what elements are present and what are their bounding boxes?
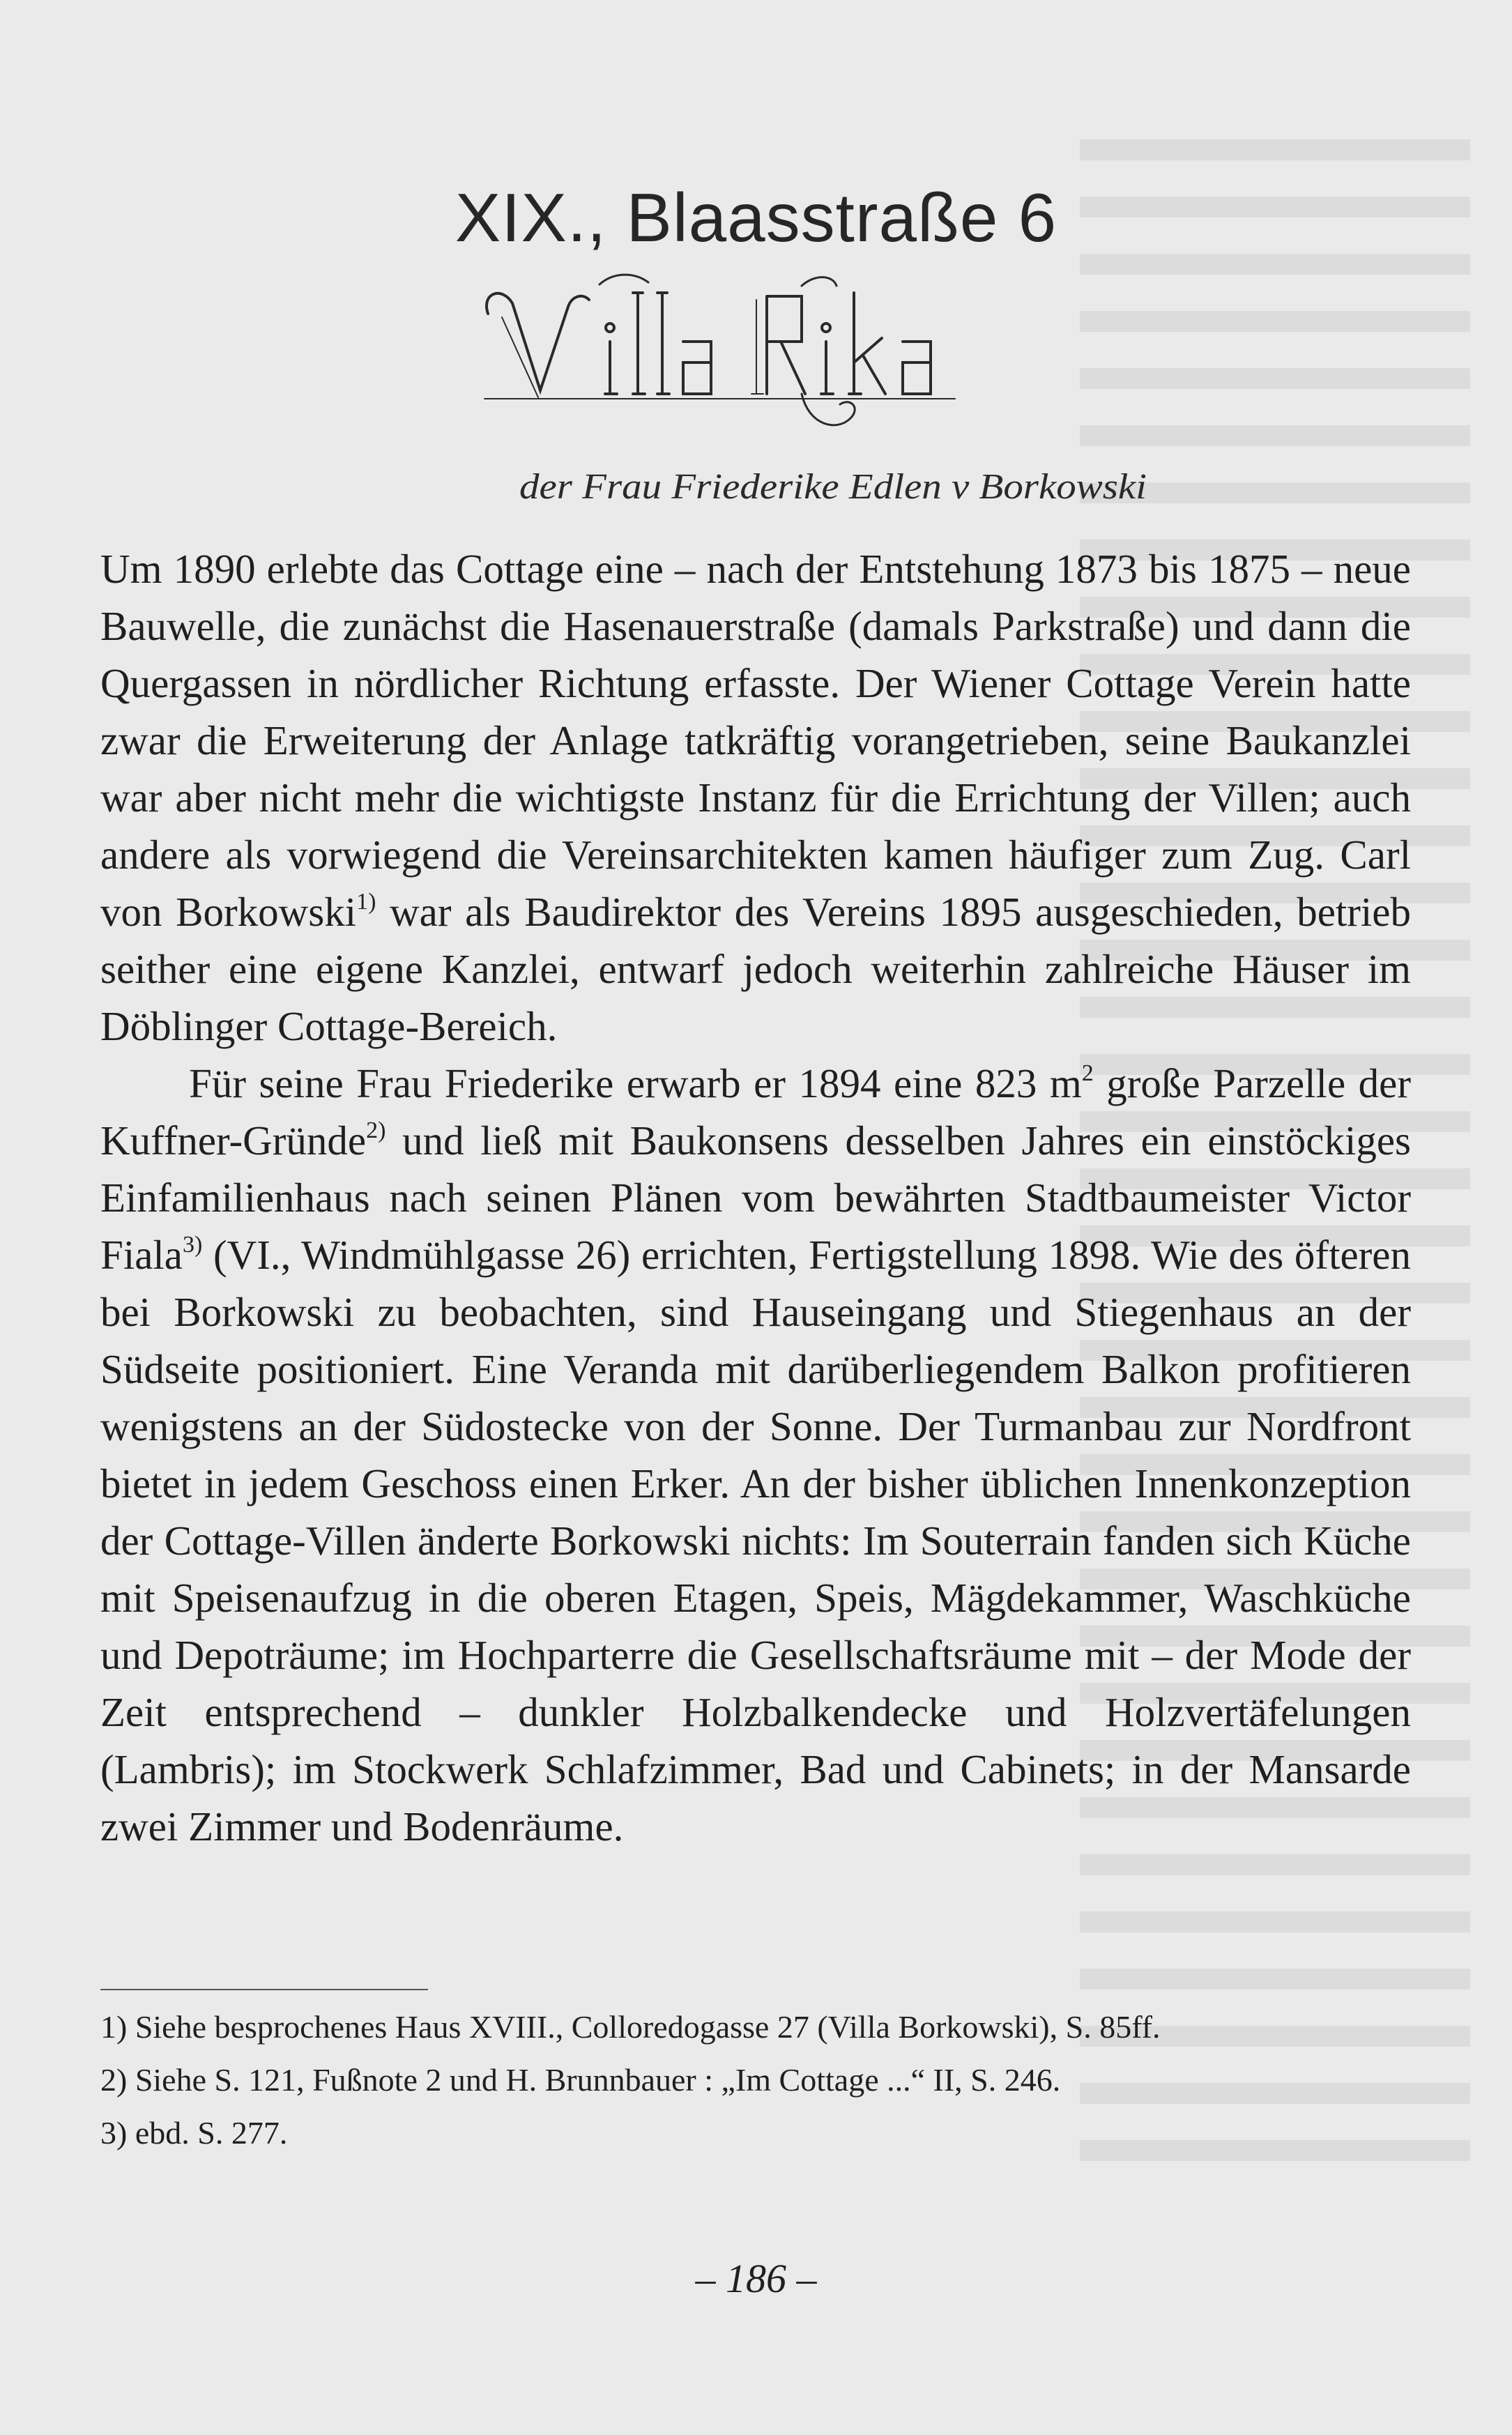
villa-name-ornamental-lettering <box>474 265 1004 446</box>
paragraph-text: Um 1890 erlebte das Cottage eine – nach der Entstehung 1873 bis 1875 – neue Bauwelle, die zunächst die Hasenauerstraße (damals Parkstraße) und dann die Quergassen in nördlicher Richtung erfasste. Der Wiener Cottage Verein hatte zwar die Erweiterung der Anlage tatkräftig vorangetrieben, seine Baukanzlei war aber nicht mehr die wichtigste Instanz für die Errichtung der Villen; auch andere als vorwiegend die Vereinsarchitekten kamen häufiger zum Zug. Carl von Borkowski <box>100 546 1411 935</box>
paragraph-text: große Parzelle der Kuffner-Gründe <box>100 1060 1411 1163</box>
svg-text:der Frau Friederike Edlen v Bo: der Frau Friederike Edlen v Borkowski <box>519 467 1147 507</box>
body-text <box>100 540 1411 1855</box>
footnote-3: 3) ebd. S. 277. <box>100 2115 288 2151</box>
paragraph-text: (VI., Windmühlgasse 26) errichten, Fertigstellung 1898. Wie des öfteren bei Borkowski zu beobachten, sind Hauseingang und Stiegenhaus an der Südseite positioniert. Eine Veranda mit darüberliegendem Balkon profitieren wenigstens an der Südostecke von der Sonne. Der Turmanbau zur Nordfront bietet in jedem Geschoss einen Erker. An der bisher üblichen Innenkonzeption der Cottage-Villen änderte Borkowski nichts: Im Souterrain fanden sich Küche mit Speisenaufzug in die oberen Etagen, Speis, Mägdekammer, Waschküche und Depoträume; im Hochparterre die Gesellschaftsräume mit – der Mode der Zeit entsprechend – dunkler Holzbalkendecke und Holzvertäfelungen (Lambris); im Stockwerk Schlafzimmer, Bad und Cabinets; in der Mansarde zwei Zimmer und Bodenräume. <box>100 1232 1411 1849</box>
footnote-marker: 2) <box>366 1117 386 1143</box>
page-title: XIX., Blaasstraße 6 <box>455 178 1057 256</box>
body-paragraph <box>100 540 1411 1055</box>
page-number: – 186 – <box>695 2256 817 2301</box>
footnote-marker: 3) <box>182 1232 203 1258</box>
paragraph-text: war als Baudirektor des Vereins 1895 ausgeschieden, betrieb seither eine eigene Kanzlei, entwarf jedoch weiterhin zahlreiche Häuser im Döblinger Cottage-Bereich. <box>100 889 1411 1049</box>
footnote-2: 2) Siehe S. 121, Fußnote 2 und H. Brunnbauer : „Im Cottage ...“ II, S. 246. <box>100 2062 1061 2098</box>
footnotes <box>100 2001 1411 2160</box>
footnote-1: 1) Siehe besprochenes Haus XVIII., Colloredogasse 27 (Villa Borkowski), S. 85ff. <box>100 2009 1161 2045</box>
body-paragraph <box>100 1055 1411 1855</box>
footnote-marker: 1) <box>356 889 376 915</box>
paragraph-text: und ließ mit Baukonsens desselben Jahres ein einstöckiges Einfamilienhaus nach seinen Plänen vom bewährten Stadtbaumeister Victor Fiala <box>100 1117 1411 1278</box>
footnote-divider <box>100 1989 428 1990</box>
footnote-marker: 2 <box>1081 1060 1094 1086</box>
paragraph-text: Für seine Frau Friederike erwarb er 1894 eine 823 m <box>189 1060 1082 1106</box>
handwritten-caption <box>519 457 1154 523</box>
